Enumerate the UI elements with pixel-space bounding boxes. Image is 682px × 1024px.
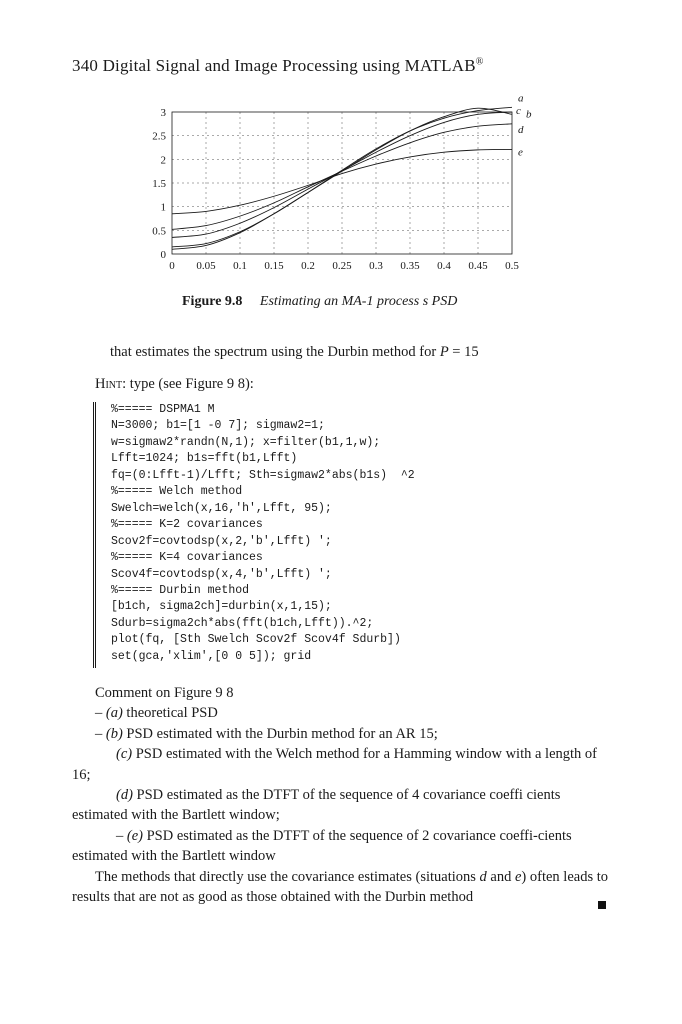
tick-layer bbox=[152, 107, 519, 272]
code-line: plot(fq, [Sth Swelch Scov2f Scov4f Sdurb]) bbox=[111, 633, 401, 647]
intro-text: that estimates the spectrum using the Durbin method for bbox=[110, 344, 437, 360]
y-tick-label: 1 bbox=[160, 201, 166, 214]
code-line: %===== DSPMA1 M bbox=[111, 403, 215, 416]
code-line: Scov4f=covtodsp(x,4,'b',Lfft) '; bbox=[111, 567, 332, 581]
y-tick-label: 0.5 bbox=[152, 225, 166, 238]
item-label: (a) bbox=[105, 705, 123, 722]
x-tick-label: 0.25 bbox=[332, 260, 352, 272]
closing-text-2: ) often leads to results that are not as good as those obtained with the Durbin method bbox=[72, 868, 608, 906]
series-label-b: b bbox=[526, 108, 532, 121]
y-tick-label: 2 bbox=[160, 154, 166, 167]
code-line: fq=(0:Lfft-1)/Lfft; Sth=sigmaw2*abs(b1s) ^2 bbox=[111, 468, 415, 482]
end-of-example-mark bbox=[598, 901, 606, 909]
figure-caption-text: Estimating an MA-1 process s PSD bbox=[259, 294, 458, 309]
x-tick-label: 0.4 bbox=[437, 260, 451, 272]
x-tick-label: 0.5 bbox=[505, 260, 519, 272]
hint-line bbox=[95, 373, 254, 395]
code-line: Sdurb=sigma2ch*abs(fft(b1ch,Lfft)).^2; bbox=[111, 616, 374, 630]
item-label: (e) bbox=[126, 827, 143, 844]
psd-chart bbox=[0, 0, 682, 290]
closing-text-1: The methods that directly use the covariance estimates (situations bbox=[95, 868, 480, 885]
figure-number: Figure 9.8 bbox=[182, 294, 243, 309]
series-line-e bbox=[172, 149, 512, 213]
comment-item-e bbox=[72, 826, 612, 867]
code-line: %===== K=4 covariances bbox=[111, 551, 263, 565]
x-tick-label: 0.35 bbox=[400, 260, 420, 272]
closing-var-e: e bbox=[514, 868, 522, 885]
x-tick-label: 0.2 bbox=[301, 260, 315, 272]
closing-paragraph bbox=[72, 867, 612, 908]
closing-var-d: d bbox=[479, 868, 487, 885]
x-tick-label: 0.3 bbox=[369, 260, 383, 272]
x-tick-label: 0.1 bbox=[233, 260, 247, 272]
item-text: PSD estimated as the DTFT of the sequence of 2 covariance coeffi-cients estimated with the Bartlett window bbox=[72, 827, 572, 865]
book-title: Digital Signal and Image Processing using MATLAB bbox=[102, 56, 476, 75]
comment-item-a bbox=[72, 703, 612, 723]
comment-heading: Comment on Figure 9 8 bbox=[95, 685, 234, 701]
comment-item-b bbox=[72, 724, 612, 744]
code-line: Swelch=welch(x,16,'h',Lfft, 95); bbox=[111, 501, 332, 515]
grid-layer bbox=[172, 112, 512, 254]
series-label-c: c bbox=[516, 105, 521, 117]
x-tick-label: 0.45 bbox=[468, 260, 488, 272]
intro-variable: P bbox=[439, 344, 449, 360]
series-label-d: d bbox=[518, 123, 524, 136]
item-text: PSD estimated as the DTFT of the sequence of 4 covariance coeffi cients estimated with the Bartlett window; bbox=[72, 787, 561, 824]
code-line: N=3000; b1=[1 -0 7]; sigmaw2=1; bbox=[111, 419, 325, 433]
closing-and: and bbox=[486, 868, 515, 885]
series-label-a: a bbox=[518, 92, 524, 105]
code-line: set(gca,'xlim',[0 0 5]); grid bbox=[111, 649, 312, 663]
code-line: %===== Durbin method bbox=[111, 583, 250, 597]
x-tick-label: 0.15 bbox=[264, 260, 284, 272]
code-line: w=sigmaw2*randn(N,1); x=filter(b1,1,w); bbox=[111, 435, 381, 449]
hint-text: : type (see Figure 9 8): bbox=[122, 376, 254, 392]
y-tick-label: 2.5 bbox=[152, 130, 166, 143]
series-label-e: e bbox=[518, 146, 523, 159]
item-text: theoretical PSD bbox=[122, 705, 218, 722]
code-listing bbox=[93, 402, 441, 668]
comment-item-c bbox=[72, 744, 612, 785]
y-tick-label: 0 bbox=[160, 249, 166, 261]
item-label: (c) bbox=[116, 746, 133, 763]
comment-item-d bbox=[72, 785, 612, 826]
item-label: (d) bbox=[116, 787, 133, 804]
item-text: PSD estimated with the Welch method for a Hamming window with a length of 16; bbox=[72, 746, 597, 783]
intro-value: = 15 bbox=[448, 344, 479, 360]
label-layer bbox=[516, 92, 532, 158]
dash-mark: – bbox=[95, 705, 103, 722]
hint-word: Hint bbox=[95, 376, 123, 392]
comment-section bbox=[72, 683, 612, 907]
x-tick-label: 0.05 bbox=[196, 260, 216, 272]
item-text: PSD estimated with the Durbin method for an AR 15; bbox=[122, 725, 438, 742]
code-line: %===== Welch method bbox=[111, 485, 243, 499]
code-line: %===== K=2 covariances bbox=[111, 518, 263, 532]
x-tick-label: 0 bbox=[169, 260, 175, 272]
dash-mark: – bbox=[95, 725, 103, 742]
registered-mark: ® bbox=[475, 56, 484, 68]
intro-paragraph bbox=[110, 341, 479, 363]
dash-mark: – bbox=[116, 827, 124, 844]
code-line: Lfft=1024; b1s=fft(b1,Lfft) bbox=[111, 452, 298, 466]
y-tick-label: 1.5 bbox=[152, 178, 166, 190]
figure-caption bbox=[182, 294, 457, 310]
page-number: 340 bbox=[72, 56, 99, 75]
y-tick-label: 3 bbox=[160, 107, 166, 119]
code-line: [b1ch, sigma2ch]=durbin(x,1,15); bbox=[111, 600, 332, 614]
item-label: (b) bbox=[105, 725, 123, 742]
code-line: Scov2f=covtodsp(x,2,'b',Lfft) '; bbox=[111, 534, 332, 548]
